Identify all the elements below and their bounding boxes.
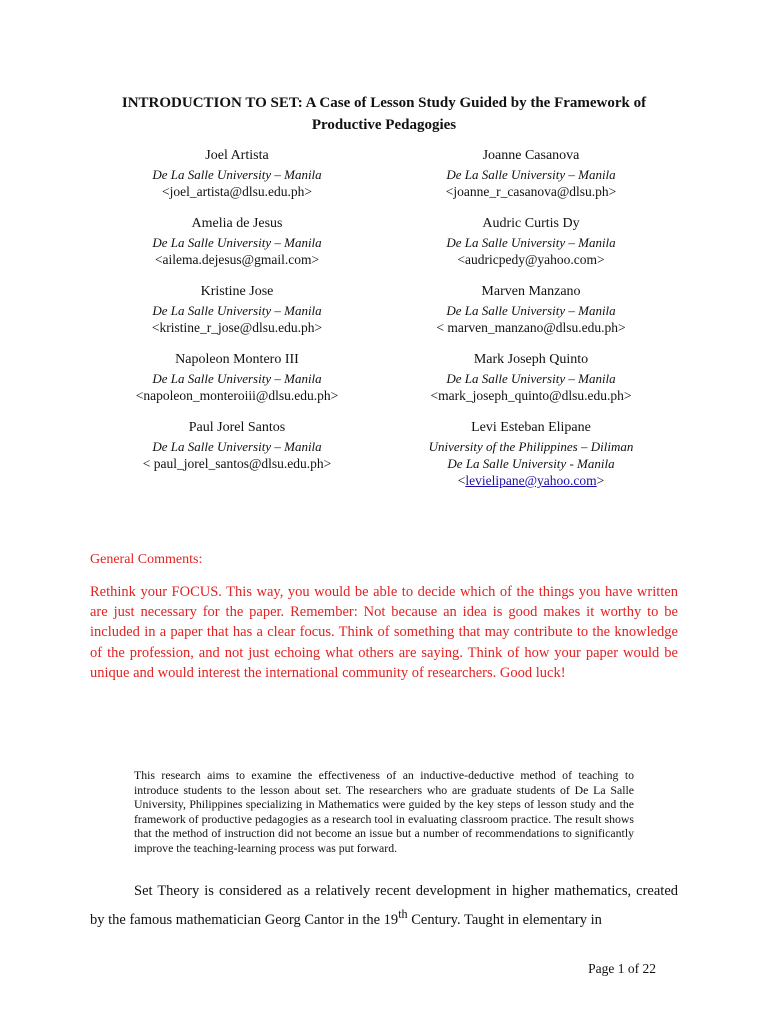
author-name: Mark Joseph Quinto: [473, 352, 589, 367]
author-name: Amelia de Jesus: [191, 216, 283, 231]
general-comments-heading: General Comments:: [90, 552, 203, 567]
author-name: Kristine Jose: [200, 284, 274, 299]
author-row: [90, 351, 678, 419]
author-email: <napoleon_monteroiii@dlsu.edu.ph>: [135, 388, 339, 403]
author-block: [384, 147, 678, 215]
paper-title-line-2: Productive Pedagogies: [311, 117, 457, 133]
body-text-part-2: Century. Taught in elementary in: [407, 911, 602, 928]
author-block: [384, 419, 678, 487]
author-row: [90, 283, 678, 351]
author-affiliation: De La Salle University – Manila: [152, 167, 322, 182]
author-name: Joanne Casanova: [482, 148, 580, 163]
author-block: [90, 215, 384, 283]
paper-title: [90, 92, 678, 136]
author-affiliation: De La Salle University – Manila: [446, 371, 616, 386]
ordinal-suffix: th: [398, 907, 408, 921]
author-email: <kristine_r_jose@dlsu.edu.ph>: [151, 320, 323, 335]
author-affiliation: De La Salle University – Manila: [152, 371, 322, 386]
author-row: [90, 215, 678, 283]
email-bracket-open: <: [457, 473, 466, 488]
author-affiliation: De La Salle University – Manila: [446, 167, 616, 182]
author-block: [90, 147, 384, 215]
general-comments-text: Rethink your FOCUS. This way, you would be able to decide which of the things you have written are just necessary for the paper. Remember: Not because an idea is good makes it worthy to be included in a paper that has a clear focus. Think of something that may contribute to the knowledge of the profession, and not just echoing what others are saying. Think of how your paper would be unique and would interest the international community of researchers. Good luck!: [90, 584, 678, 681]
author-block: [384, 283, 678, 351]
author-affiliation: De La Salle University – Manila: [152, 235, 322, 250]
author-email: <joel_artista@dlsu.edu.ph>: [162, 184, 312, 199]
author-block: [90, 283, 384, 351]
author-row: [90, 147, 678, 215]
author-row: [90, 419, 678, 487]
abstract-text: This research aims to examine the effectiveness of an inductive-deductive method of teaching to introduce students to the lesson about set. The researchers who are graduate students of De La Salle University, Philippines specializing in Mathematics were guided by the key steps of lesson study and the framework of productive pedagogies as a research tool in evaluating classroom practice. The result shows that the method of instruction did not become an issue but a number of recommendations to significantly improve the teaching-learning process was put forward.: [134, 768, 634, 855]
author-block: [384, 351, 678, 419]
page-number: Page 1 of 22: [588, 961, 656, 976]
author-name: Joel Artista: [205, 148, 269, 163]
author-block: [384, 215, 678, 283]
author-block: [90, 351, 384, 419]
author-email: <audricpedy@yahoo.com>: [457, 252, 605, 267]
author-affiliation: De La Salle University – Manila: [446, 235, 616, 250]
paper-title-line-1: INTRODUCTION TO SET: A Case of Lesson Study Guided by the Framework of: [121, 95, 647, 111]
author-email: < paul_jorel_santos@dlsu.edu.ph>: [142, 456, 332, 471]
author-list: [90, 147, 678, 487]
author-name: Marven Manzano: [481, 284, 581, 299]
author-email: <ailema.dejesus@gmail.com>: [154, 252, 320, 267]
author-name: Audric Curtis Dy: [482, 216, 580, 231]
author-affiliation: De La Salle University – Manila: [446, 303, 616, 318]
author-email: [384, 472, 678, 489]
author-name: Levi Esteban Elipane: [471, 420, 591, 435]
author-block: [90, 419, 384, 487]
author-name: Napoleon Montero III: [175, 352, 299, 367]
author-email: < marven_manzano@dlsu.edu.ph>: [436, 320, 626, 335]
author-affiliation: De La Salle University – Manila: [152, 303, 322, 318]
author-affiliation: De La Salle University – Manila: [152, 439, 322, 454]
author-email: <joanne_r_casanova@dlsu.ph>: [445, 184, 617, 199]
author-email-link[interactable]: levielipane@yahoo.com: [465, 473, 597, 488]
author-affiliation-secondary: De La Salle University - Manila: [447, 456, 615, 471]
author-affiliation: University of the Philippines – Diliman: [428, 439, 634, 454]
body-paragraph: [90, 880, 678, 932]
author-name: Paul Jorel Santos: [188, 420, 286, 435]
body-text-part-1: Set Theory is considered as a relatively recent development in higher mathematics, created by the famous mathematician Georg Cantor in the 19: [90, 883, 678, 928]
author-email: <mark_joseph_quinto@dlsu.edu.ph>: [430, 388, 632, 403]
email-bracket-close: >: [596, 473, 605, 488]
